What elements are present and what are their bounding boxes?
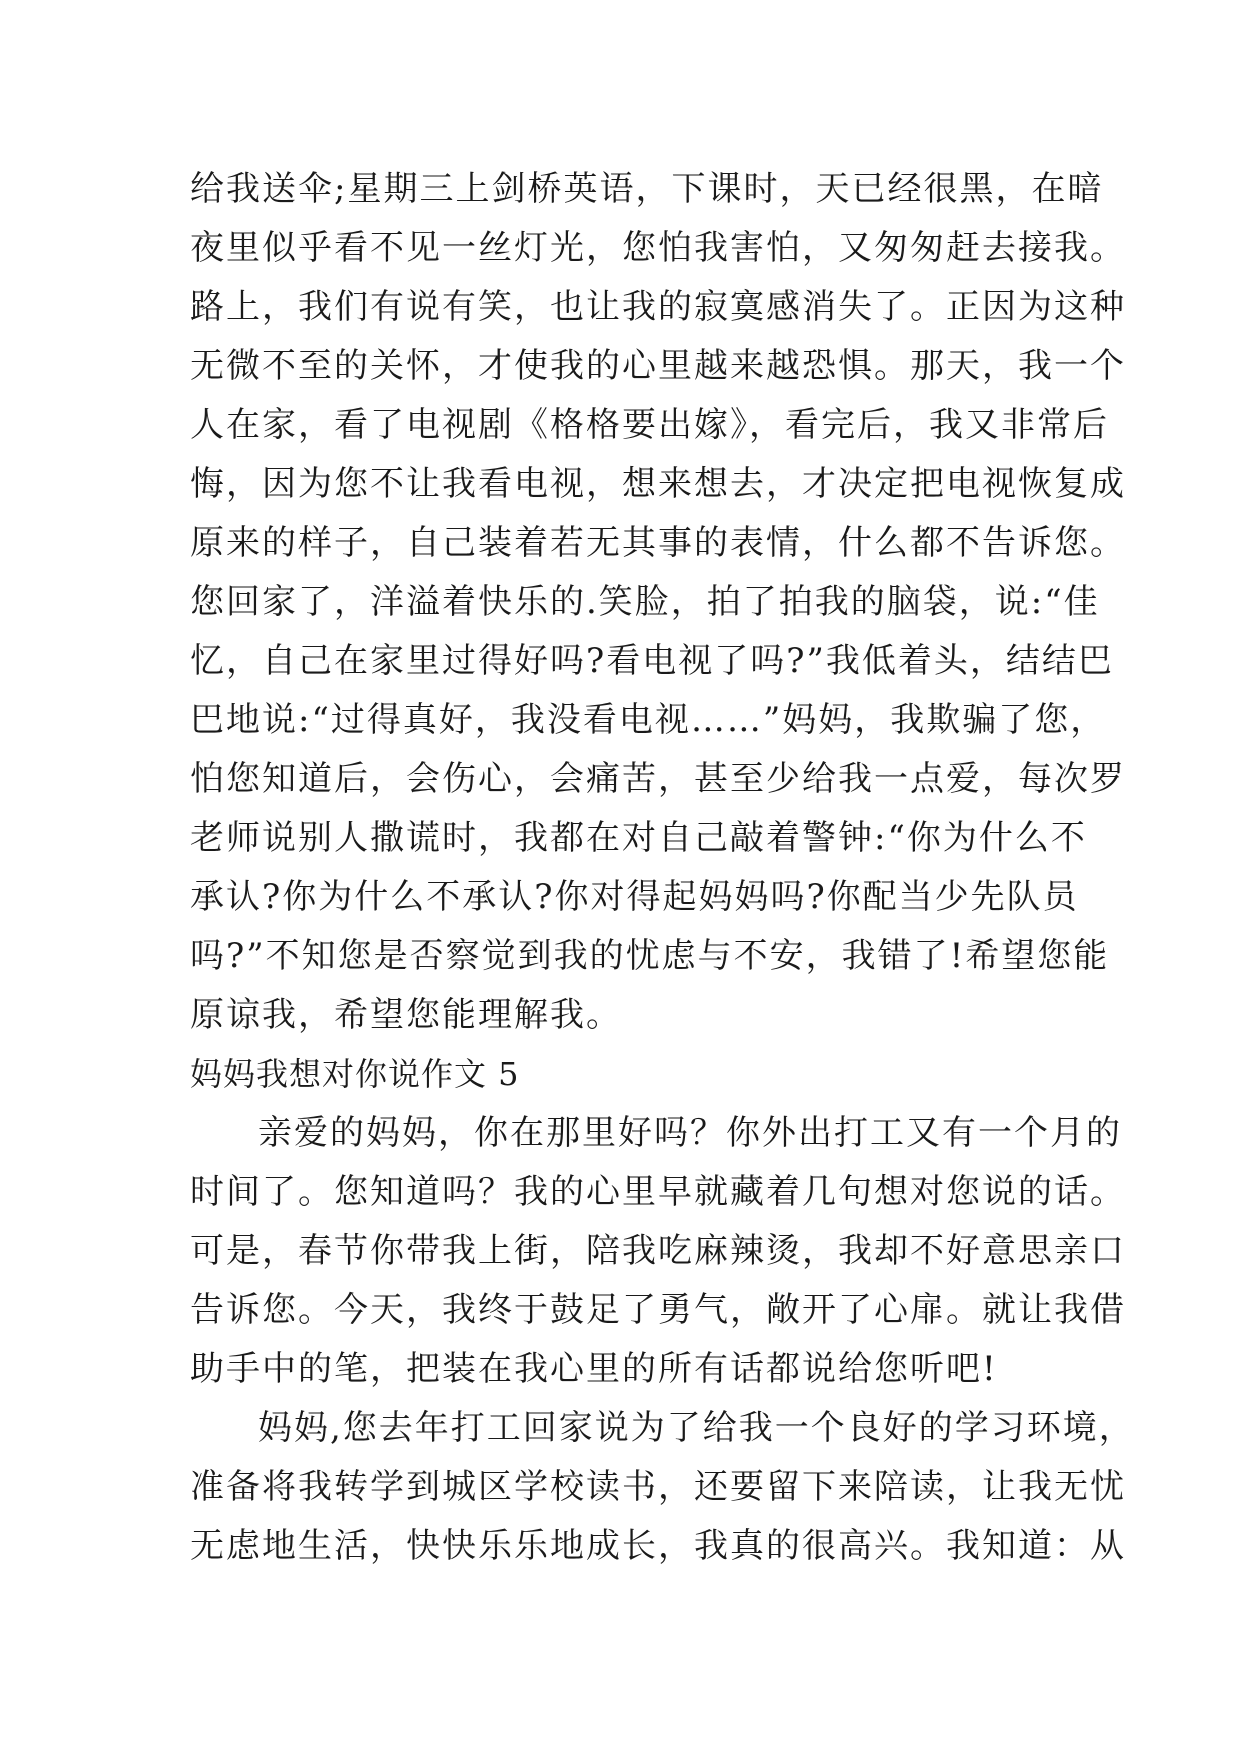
text-line: 吗?”不知您是否察觉到我的忧虑与不安，我错了!希望您能 <box>190 936 1110 976</box>
text-line: 老师说别人撒谎时，我都在对自己敲着警钟:“你为什么不 <box>190 818 1087 858</box>
text-line: 准备将我转学到城区学校读书，还要留下来陪读，让我无忧 <box>190 1467 1126 1507</box>
text-line: 您回家了，洋溢着快乐的.笑脸，拍了拍我的脑袋，说:“佳 <box>190 582 1100 622</box>
text-line: 夜里似乎看不见一丝灯光，您怕我害怕，又匆匆赶去接我。 <box>190 228 1126 268</box>
text-line: 悔，因为您不让我看电视，想来想去，才决定把电视恢复成 <box>190 464 1126 504</box>
paragraph-continued <box>190 160 1126 1045</box>
paragraph <box>190 1104 1126 1399</box>
text-line: 原谅我，希望您能理解我。 <box>190 995 622 1035</box>
text-line: 时间了。您知道吗？我的心里早就藏着几句想对您说的话。 <box>190 1172 1126 1212</box>
document-body <box>190 160 1135 1576</box>
section-heading: 妈妈我想对你说作文 5 <box>190 1055 520 1093</box>
text-line: 告诉您。今天，我终于鼓足了勇气，敞开了心扉。就让我借 <box>190 1290 1126 1330</box>
text-line: 无微不至的关怀，才使我的心里越来越恐惧。那天，我一个 <box>190 346 1126 386</box>
text-line: 原来的样子，自己装着若无其事的表情，什么都不告诉您。 <box>190 523 1126 563</box>
text-line: 可是，春节你带我上街，陪我吃麻辣烫，我却不好意思亲口 <box>190 1231 1126 1271</box>
text-line: 无虑地生活，快快乐乐地成长，我真的很高兴。我知道：从 <box>190 1526 1126 1566</box>
text-line: 巴地说:“过得真好，我没看电视……”妈妈，我欺骗了您， <box>190 700 1107 740</box>
text-line: 忆，自己在家里过得好吗?看电视了吗?”我低着头，结结巴 <box>190 641 1114 681</box>
text-line: 给我送伞;星期三上剑桥英语，下课时，天已经很黑，在暗 <box>190 169 1104 209</box>
paragraph <box>190 1399 1135 1576</box>
text-line: 妈妈,您去年打工回家说为了给我一个良好的学习环境， <box>258 1408 1135 1448</box>
text-line: 亲爱的妈妈，你在那里好吗？你外出打工又有一个月的 <box>258 1113 1122 1153</box>
text-line: 路上，我们有说有笑，也让我的寂寞感消失了。正因为这种 <box>190 287 1126 327</box>
text-line: 怕您知道后，会伤心，会痛苦，甚至少给我一点爱，每次罗 <box>190 759 1126 799</box>
text-line: 人在家，看了电视剧《格格要出嫁》，看完后，我又非常后 <box>190 405 1109 445</box>
text-line: 助手中的笔，把装在我心里的所有话都说给您听吧! <box>190 1349 998 1389</box>
text-line: 承认?你为什么不承认?你对得起妈妈吗?你配当少先队员 <box>190 877 1079 917</box>
